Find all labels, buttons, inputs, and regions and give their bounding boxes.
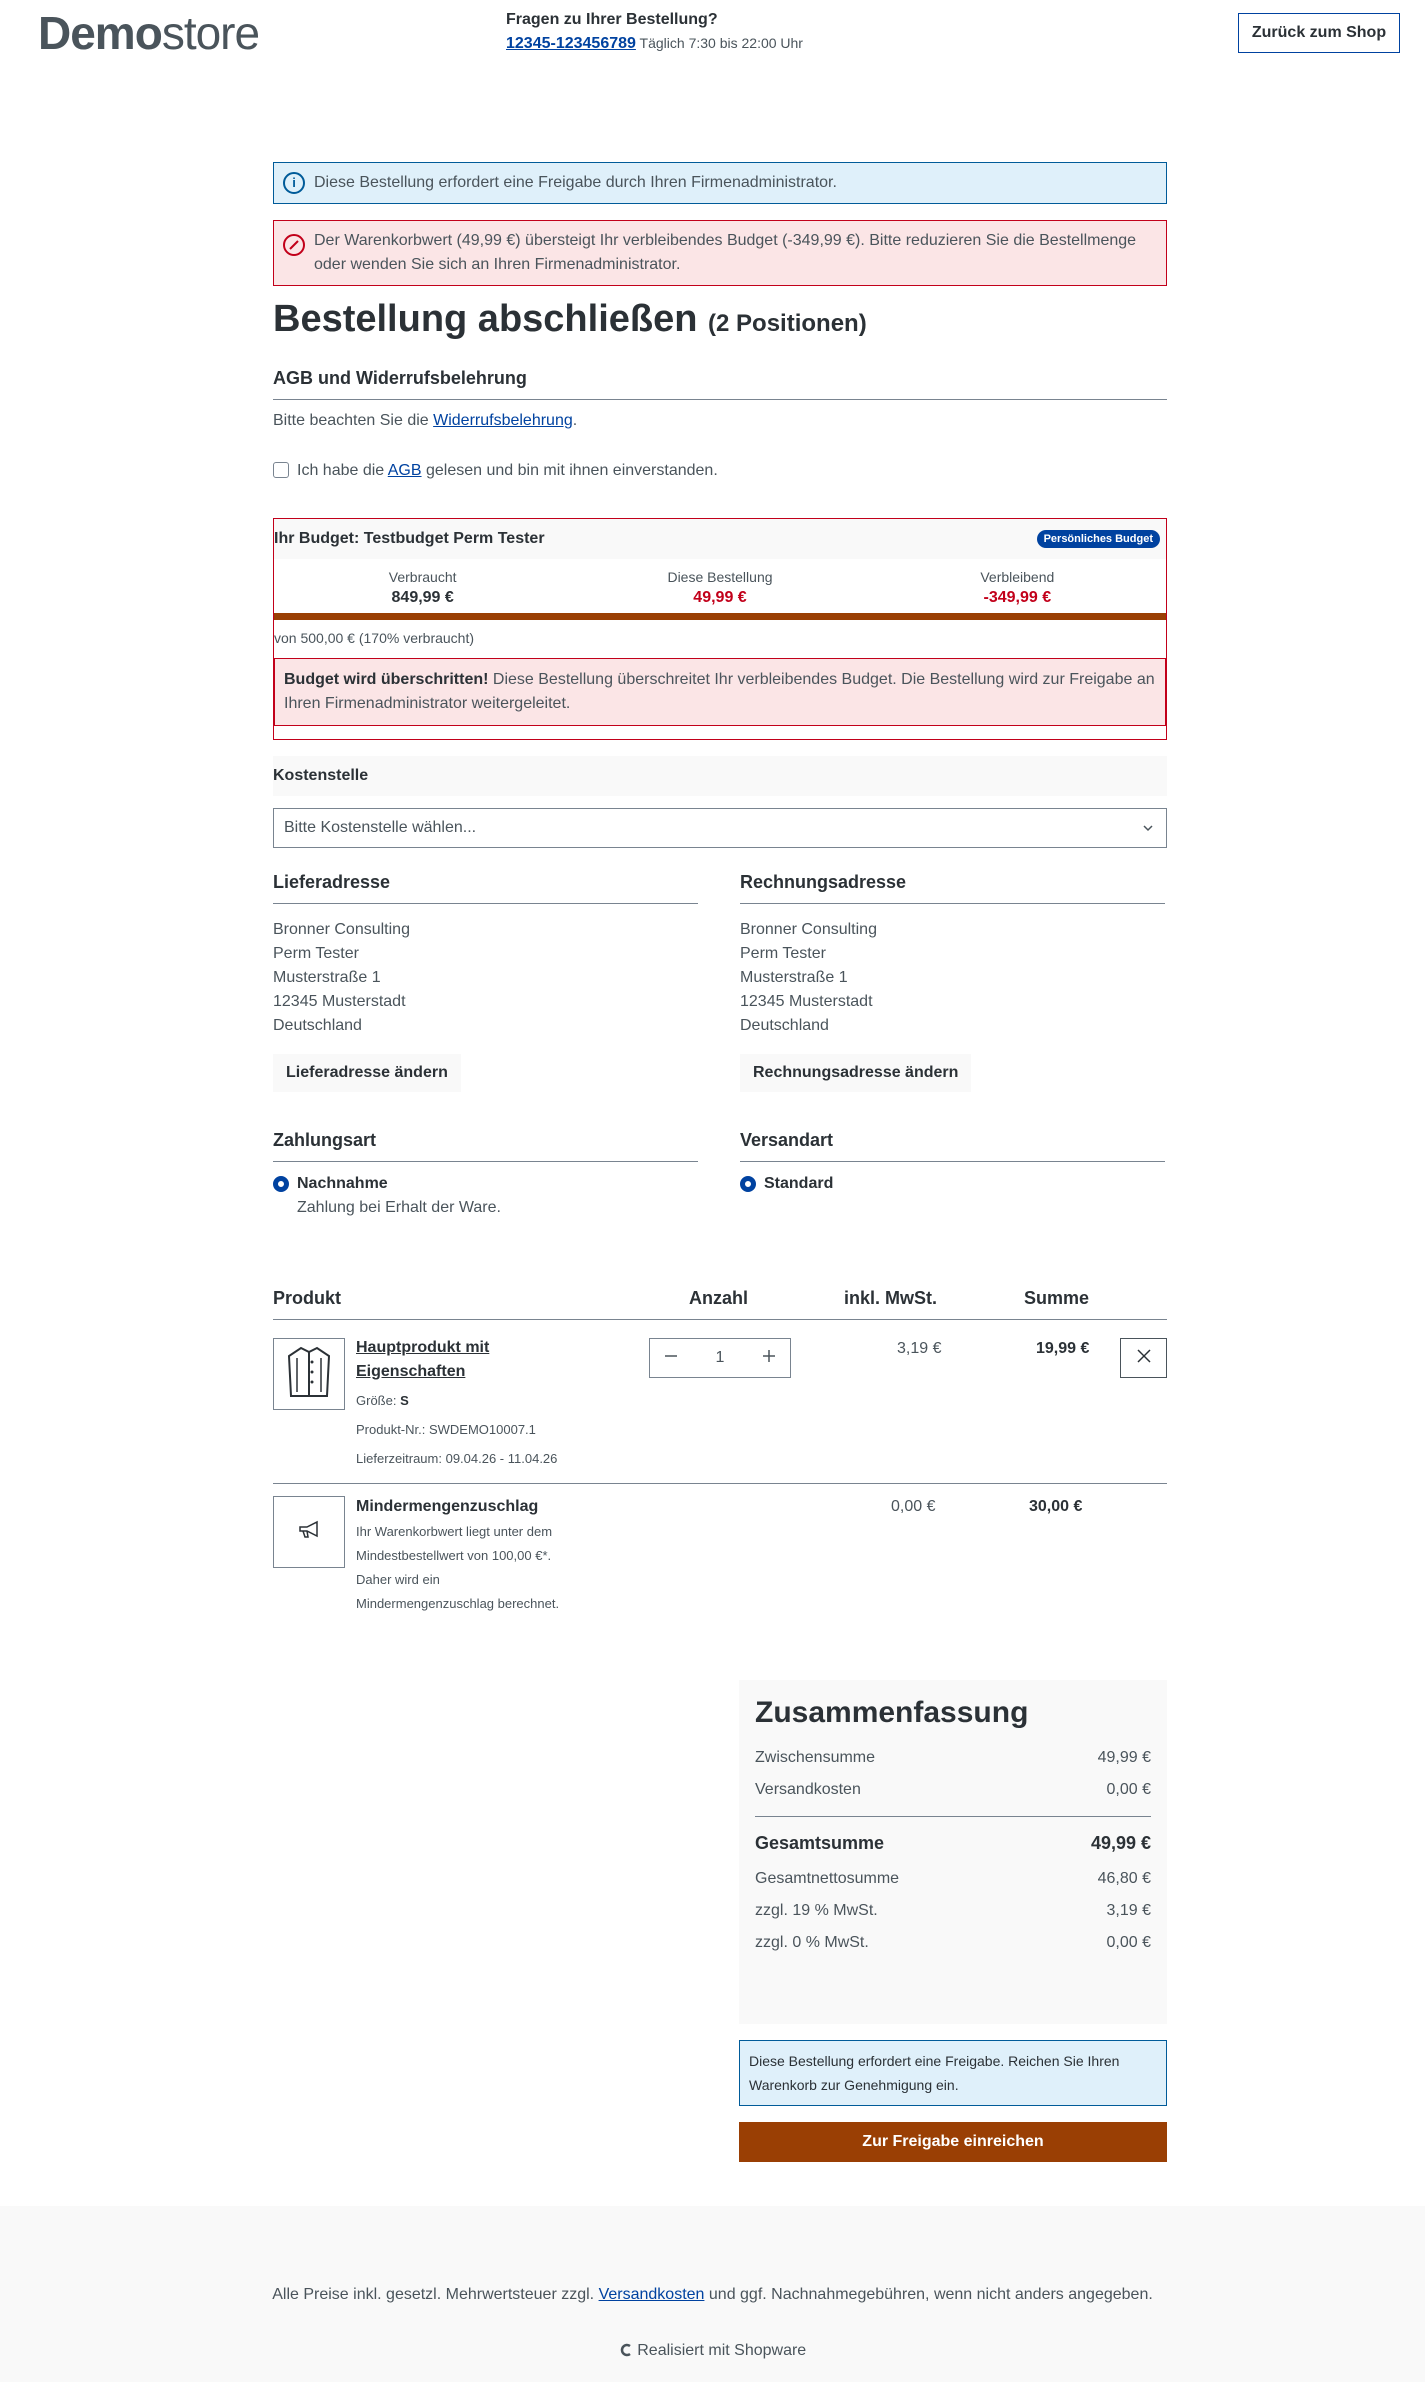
help-hours: Täglich 7:30 bis 22:00 Uhr xyxy=(639,35,803,51)
powered-by[interactable]: Realisiert mit Shopware xyxy=(0,2342,1425,2360)
cart-line-item xyxy=(273,1320,1167,1484)
page-title: Bestellung abschließen (2 Positionen) xyxy=(273,298,867,340)
terms-section xyxy=(273,368,1167,480)
budget-exceeded-warning: Budget wird überschritten! Diese Bestellung überschreitet Ihr verbleibendes Budget. Die Bestellung wird zur Freigabe an Ihren Firmenadministrator weitergeleitet. xyxy=(274,658,1166,726)
payment-method xyxy=(273,1130,698,1220)
budget-title: Ihr Budget: Testbudget Perm Tester xyxy=(274,530,545,547)
tax-19-row: zzgl. 19 % MwSt. 3,19 € xyxy=(755,1902,1151,1919)
plus-icon[interactable] xyxy=(762,1349,776,1368)
budget-danger-text: Der Warenkorbwert (49,99 €) übersteigt Ihr verbleibendes Budget (-349,99 €). Bitte reduzieren Sie die Bestellmenge oder wenden Sie sich an Ihren Firmenadministrator. xyxy=(314,232,1137,273)
cost-center-section xyxy=(273,756,1167,848)
product-thumbnail[interactable] xyxy=(273,1338,345,1410)
product-number: Produkt-Nr.: SWDEMO10007.1 xyxy=(356,1422,536,1437)
summary-heading: Zusammenfassung xyxy=(755,1696,1029,1729)
budget-remaining: Verbleibend -349,99 € xyxy=(980,569,1055,606)
budget-usage-text: von 500,00 € (170% verbraucht) xyxy=(274,630,475,646)
payment-heading: Zahlungsart xyxy=(273,1130,698,1162)
payment-description: Zahlung bei Erhalt der Ware. xyxy=(297,1199,501,1216)
line-total: 30,00 € xyxy=(1029,1498,1083,1515)
help-title: Fragen zu Ihrer Bestellung? xyxy=(506,11,718,28)
budget-used: Verbraucht 849,99 € xyxy=(388,569,457,606)
billing-address-heading: Rechnungsadresse xyxy=(740,872,1165,904)
payment-option-cod[interactable]: Nachnahme Zahlung bei Erhalt der Ware. xyxy=(273,1172,698,1220)
blocked-icon xyxy=(283,234,305,256)
delivery-time: Lieferzeitraum: 09.04.26 - 11.04.26 xyxy=(356,1451,558,1466)
surcharge-description: Ihr Warenkorbwert liegt unter dem Mindestbestellwert von 100,00 €*. Daher wird ein Mindermengenzuschlag berechnet. xyxy=(356,1524,560,1611)
tax-0-row: zzgl. 0 % MwSt. 0,00 € xyxy=(755,1934,1151,1951)
col-sum: Summe xyxy=(1024,1288,1090,1308)
back-to-shop-button[interactable]: Zurück zum Shop xyxy=(1238,13,1400,53)
megaphone-icon xyxy=(297,1520,321,1545)
minus-icon[interactable] xyxy=(664,1349,678,1368)
line-tax: 0,00 € xyxy=(891,1498,936,1515)
shipping-address-heading: Lieferadresse xyxy=(273,872,698,904)
quantity-stepper[interactable] xyxy=(649,1338,791,1378)
net-total-row: Gesamtnettosumme 46,80 € xyxy=(755,1870,1151,1887)
shipping-cost-row: Versandkosten 0,00 € xyxy=(755,1781,1151,1798)
submit-for-approval-button[interactable]: Zur Freigabe einreichen xyxy=(739,2122,1167,2162)
store-logo[interactable]: Demostore xyxy=(38,7,260,59)
cart-line-item xyxy=(273,1485,1167,1625)
cost-center-heading: Kostenstelle xyxy=(273,756,1167,796)
line-tax: 3,19 € xyxy=(897,1340,942,1357)
line-total: 19,99 € xyxy=(1036,1340,1090,1357)
cart-table-header xyxy=(273,1284,1167,1320)
shipping-address xyxy=(273,872,698,1092)
cost-center-select[interactable]: Bitte Kostenstelle wählen... xyxy=(273,808,1167,848)
budget-progress-bar xyxy=(274,613,1166,620)
footer xyxy=(0,2206,1425,2382)
header xyxy=(0,0,1425,70)
col-tax: inkl. MwSt. xyxy=(844,1288,938,1308)
billing-address-lines: Bronner Consulting Perm Tester Musterstraße 1 12345 Musterstadt Deutschland xyxy=(740,921,877,1034)
surcharge-thumbnail xyxy=(273,1496,345,1568)
shipping-costs-link[interactable]: Versandkosten xyxy=(598,2286,705,2303)
agb-checkbox[interactable] xyxy=(273,462,289,478)
col-quantity: Anzahl xyxy=(689,1288,749,1308)
radio-selected-icon[interactable] xyxy=(273,1176,289,1192)
col-product: Produkt xyxy=(273,1288,342,1308)
approval-info-text: Diese Bestellung erfordert eine Freigabe durch Ihren Firmenadministrator. xyxy=(314,174,837,191)
budget-card xyxy=(273,518,1167,740)
product-meta: Größe: S Produkt-Nr.: SWDEMO10007.1 Lieferzeitraum: 09.04.26 - 11.04.26 xyxy=(356,1386,557,1473)
shipping-method-heading: Versandart xyxy=(740,1130,1165,1162)
grand-total-row: Gesamtsumme 49,99 € xyxy=(755,1833,1151,1853)
shipping-address-lines: Bronner Consulting Perm Tester Musterstraße 1 12345 Musterstadt Deutschland xyxy=(273,921,410,1034)
product-name-link[interactable]: Hauptprodukt mit Eigenschaften xyxy=(356,1339,490,1380)
revocation-notice: Bitte beachten Sie die Widerrufsbelehrung. xyxy=(273,412,578,429)
radio-selected-icon[interactable] xyxy=(740,1176,756,1192)
order-summary xyxy=(739,1680,1167,2024)
close-icon xyxy=(1136,1348,1152,1369)
budget-figures xyxy=(274,559,1166,609)
budget-danger-alert xyxy=(273,220,1167,286)
approval-info-alert xyxy=(273,162,1167,204)
budget-this-order: Diese Bestellung 49,99 € xyxy=(667,569,773,606)
shopware-icon xyxy=(619,2342,637,2359)
help-phone-link[interactable]: 12345-123456789 xyxy=(506,35,636,52)
surcharge-name: Mindermengenzuschlag xyxy=(356,1498,539,1515)
approval-required-note: Diese Bestellung erfordert eine Freigabe. Reichen Sie Ihren Warenkorb zur Genehmigung ein. xyxy=(739,2040,1167,2106)
budget-header xyxy=(274,519,1166,559)
info-icon: i xyxy=(283,172,305,194)
agb-checkbox-row: Ich habe die AGB gelesen und bin mit ihnen einverstanden. xyxy=(273,462,1167,480)
jacket-icon xyxy=(285,1344,333,1405)
terms-heading: AGB und Widerrufsbelehrung xyxy=(273,368,1167,400)
footer-vat-notice: Alle Preise inkl. gesetzl. Mehrwertsteuer zzgl. Versandkosten und ggf. Nachnahmegebühren, wenn nicht anders angegeben. xyxy=(272,2286,1153,2303)
revocation-link[interactable]: Widerrufsbelehrung xyxy=(433,412,573,429)
personal-budget-badge: Persönliches Budget xyxy=(1037,530,1160,548)
help-line xyxy=(506,35,803,53)
agb-link[interactable]: AGB xyxy=(387,462,422,479)
quantity-value[interactable]: 1 xyxy=(715,1349,725,1366)
billing-address xyxy=(740,872,1165,1092)
change-billing-address-button[interactable]: Rechnungsadresse ändern xyxy=(740,1054,971,1092)
shipping-method xyxy=(740,1130,1165,1196)
chevron-down-icon xyxy=(1142,819,1154,837)
position-count: (2 Positionen) xyxy=(708,310,867,337)
remove-item-button[interactable] xyxy=(1120,1338,1167,1378)
change-shipping-address-button[interactable]: Lieferadresse ändern xyxy=(273,1054,461,1092)
shipping-option-standard[interactable]: Standard xyxy=(740,1172,1165,1196)
help-box xyxy=(506,11,803,53)
subtotal-row: Zwischensumme 49,99 € xyxy=(755,1749,1151,1766)
